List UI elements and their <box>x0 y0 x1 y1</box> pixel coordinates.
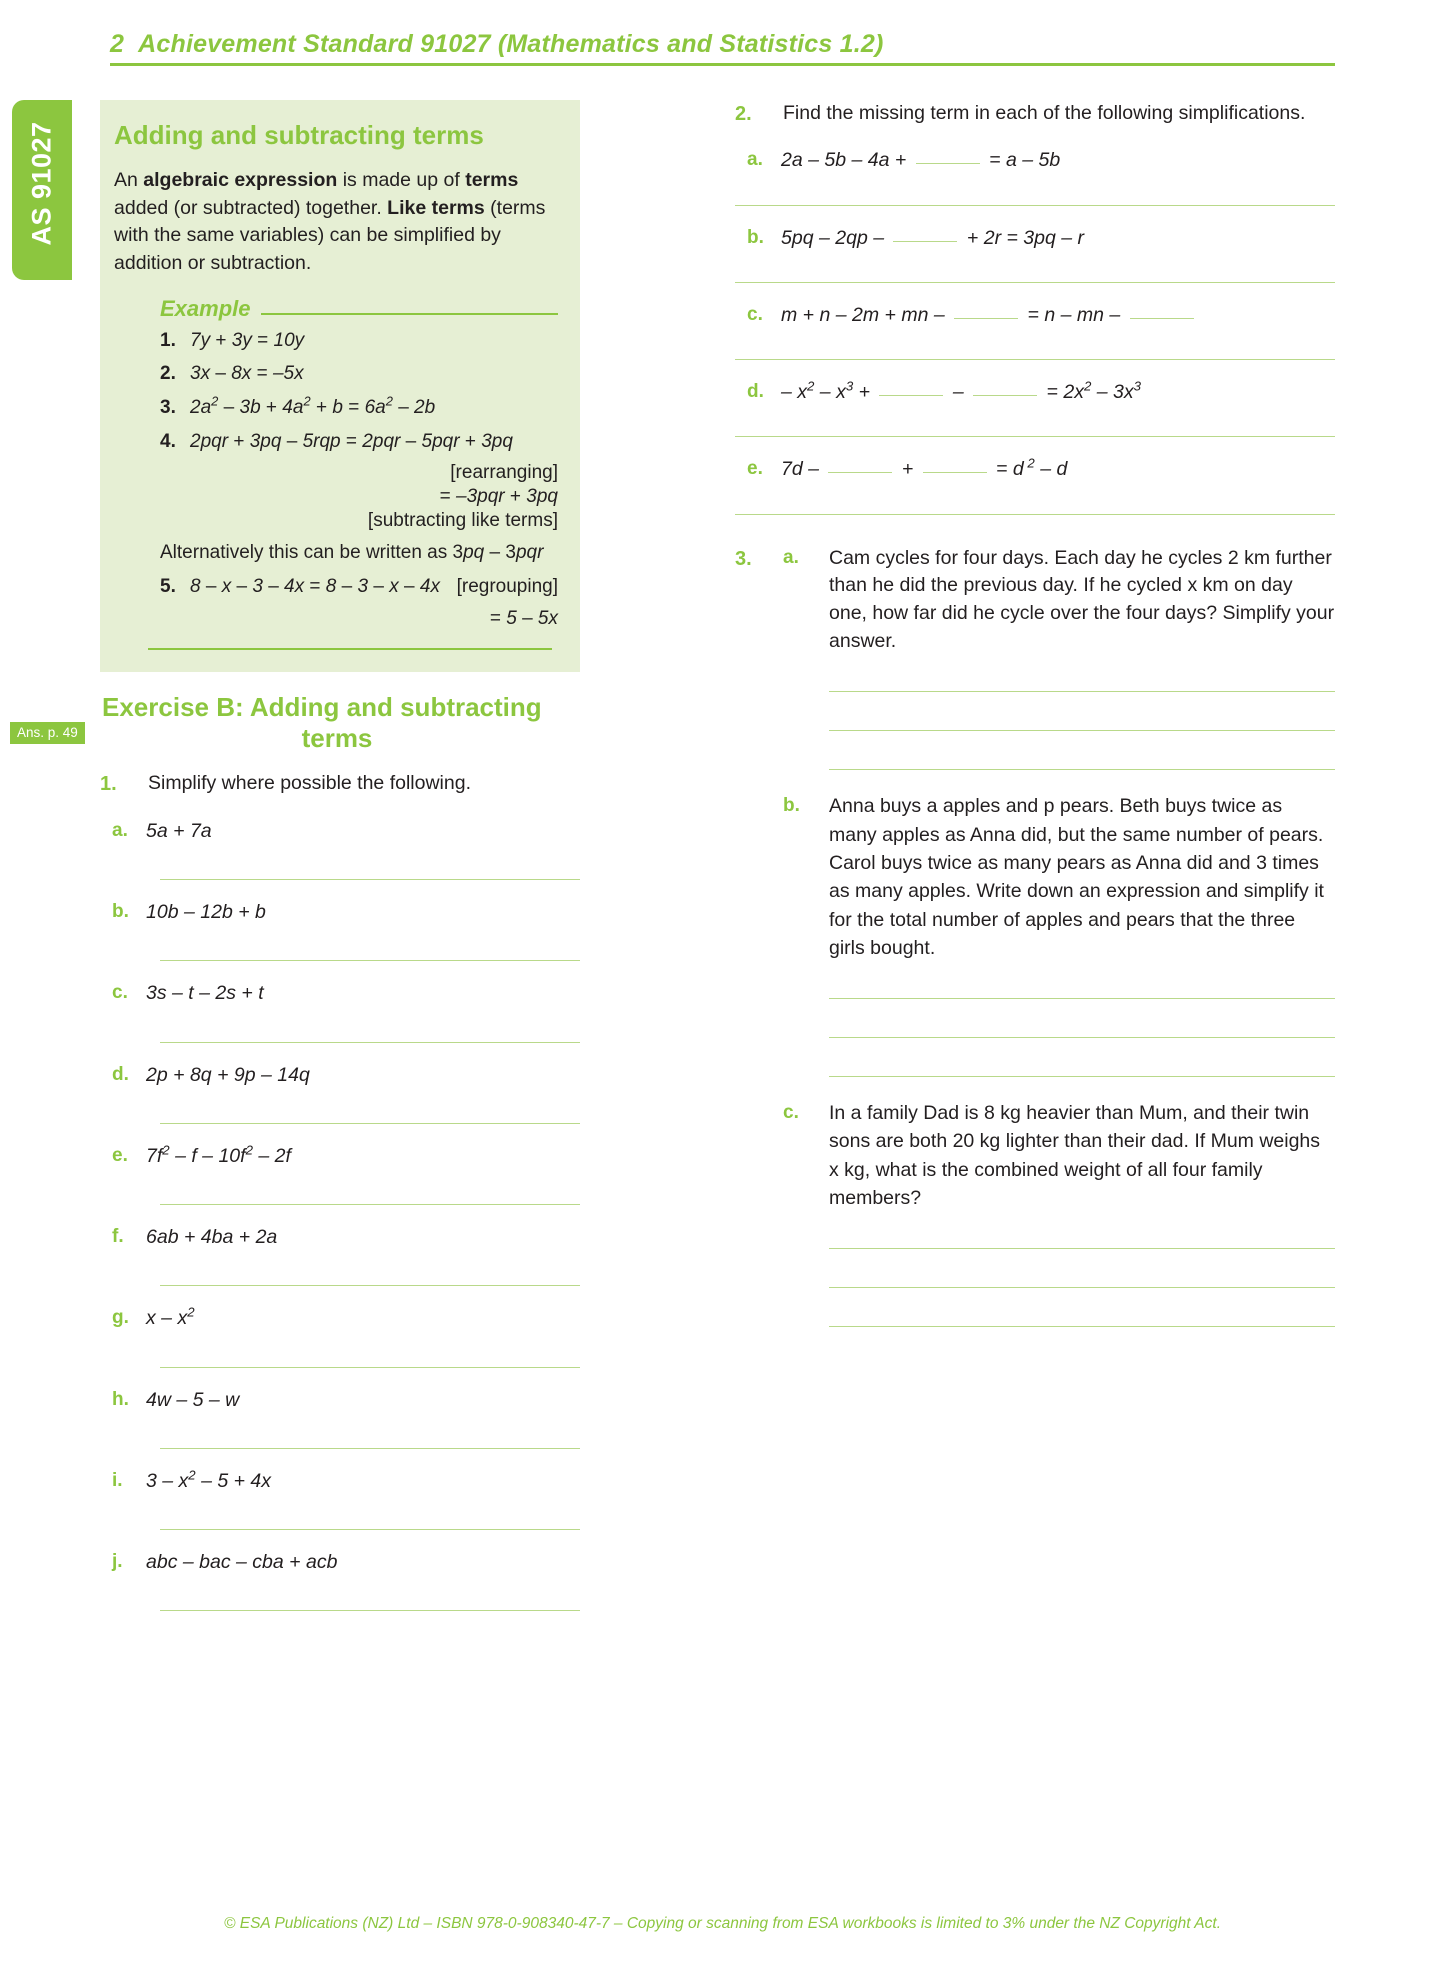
question-1-item-a <box>100 817 580 845</box>
note-rearranging: [rearranging] <box>450 462 558 484</box>
answer-line[interactable] <box>160 879 580 880</box>
note-regrouping: [regrouping] <box>456 576 558 598</box>
blank-field[interactable] <box>954 318 1018 319</box>
question-2-item-d <box>735 378 1335 406</box>
item-expression: x – $x^2$ <box>146 1304 195 1330</box>
example-item-number: 2. <box>160 363 176 385</box>
item-label: c. <box>783 1102 799 1124</box>
item-label: h. <box>112 1388 129 1410</box>
question-1 <box>100 770 580 798</box>
answer-line[interactable] <box>735 205 1335 206</box>
item-expression: – $x^2 - x^3$ + – = $2x^2 - 3x^3$ <box>781 378 1141 404</box>
exercise-heading <box>100 692 580 754</box>
example-item-number: 4. <box>160 430 176 452</box>
example-note-subtracting-row <box>160 510 558 532</box>
item-label: j. <box>112 1551 123 1573</box>
question-1-item-j <box>100 1548 580 1576</box>
blank-field[interactable] <box>973 395 1037 396</box>
answer-line[interactable] <box>160 1529 580 1530</box>
answer-line[interactable] <box>829 769 1335 770</box>
answer-line[interactable] <box>160 1042 580 1043</box>
answer-line[interactable] <box>160 1367 580 1368</box>
item-label: b. <box>747 226 764 248</box>
question-2-item-a <box>735 146 1335 174</box>
question-2-text: Find the missing term in each of the following simplifications. <box>783 102 1306 124</box>
question-1-text: Simplify where possible the following. <box>148 772 471 795</box>
example-heading <box>160 296 558 322</box>
example-step-line: = –3pqr + 3pq <box>439 486 558 508</box>
exercise-heading-line1: Exercise B: Adding and subtracting <box>102 691 542 722</box>
example-item-number: 5. <box>160 576 176 598</box>
standard-side-tab-label: AS 91027 <box>26 121 57 246</box>
answer-line[interactable] <box>735 282 1335 283</box>
question-2-number: 2. <box>735 103 752 125</box>
concept-title: Adding and subtracting terms <box>114 120 484 150</box>
example5-result-row <box>160 608 558 630</box>
answer-line[interactable] <box>735 436 1335 437</box>
question-3 <box>735 545 1335 656</box>
item-expression: 2a – 5b – 4a + = a – 5b <box>781 149 1061 172</box>
example-item-expression: $2a^2 - 3b + 4a^2 + b = 6a^2 - 2b$ <box>190 393 436 419</box>
question-2 <box>735 100 1335 128</box>
alternative-line: Alternatively this can be written as 3pq – 3pqr <box>160 542 544 564</box>
item-expression: 7d – + = d $^2$ – d <box>781 455 1068 481</box>
item-label: d. <box>112 1063 129 1085</box>
note-subtracting-like-terms: [subtracting like terms] <box>367 510 558 532</box>
concept-intro <box>114 167 558 278</box>
page-header-text <box>110 30 1335 59</box>
item-label: d. <box>747 381 764 403</box>
exercise-heading-line2: terms <box>301 723 373 754</box>
question-3-item-a-text: Cam cycles for four days. Each day he cycles 2 km further than he did the previous day. If he cycled x km on day one, how far did he cycle over the four days? Simplify your answer. <box>829 546 1335 652</box>
example-item-number: 3. <box>160 397 176 419</box>
answers-page-badge[interactable]: Ans. p. 49 <box>10 722 85 744</box>
standard-side-tab <box>12 100 72 280</box>
item-expression: abc – bac – cba + acb <box>146 1551 338 1574</box>
answer-line[interactable] <box>160 1204 580 1205</box>
question-1-number: 1. <box>100 773 117 796</box>
item-label: f. <box>112 1226 124 1248</box>
answer-line[interactable] <box>160 1610 580 1611</box>
intro-bold-algebraic-expression: algebraic expression <box>143 169 338 191</box>
question-1-item-i <box>100 1467 580 1495</box>
concept-box <box>100 100 580 672</box>
right-column <box>735 100 1335 1327</box>
example-item <box>160 328 558 354</box>
question-3-number: 3. <box>735 547 752 570</box>
intro-part-4: (terms with the same variables) can be simplified by addition or subtraction. <box>114 196 546 275</box>
question-3-item-b <box>735 792 1335 962</box>
answer-line[interactable] <box>160 960 580 961</box>
blank-field[interactable] <box>879 395 943 396</box>
answer-line[interactable] <box>735 514 1335 515</box>
example-step-row <box>160 486 558 508</box>
item-expression: 4w – 5 – w <box>146 1388 240 1411</box>
answer-line[interactable] <box>160 1123 580 1124</box>
answer-line[interactable] <box>829 730 1335 731</box>
answer-line[interactable] <box>160 1448 580 1449</box>
item-expression: 3s – t – 2s + t <box>146 982 264 1005</box>
item-expression: $3 - x^2 - 5 + 4x$ <box>146 1467 271 1492</box>
question-1-item-d <box>100 1061 580 1089</box>
example5-result: = 5 – 5x <box>489 607 558 629</box>
question-2-item-b <box>735 224 1335 252</box>
item-label: a. <box>783 546 799 568</box>
question-1-item-g <box>100 1304 580 1332</box>
item-expression: m + n – 2m + mn – = n – mn – <box>781 301 1335 329</box>
item-label: i. <box>112 1469 123 1491</box>
item-expression: 6ab + 4ba + 2a <box>146 1226 278 1249</box>
item-label: c. <box>112 982 128 1004</box>
blank-field[interactable] <box>1130 318 1194 319</box>
intro-part-2: is made up of <box>337 169 466 191</box>
answer-line[interactable] <box>160 1285 580 1286</box>
example-item-number: 1. <box>160 329 176 351</box>
question-3-item-c-text: In a family Dad is 8 kg heavier than Mum, and their twin sons are both 20 kg lighter than their dad. If Mum weighs x kg, what is the combined weight of all four family members? <box>829 1102 1321 1209</box>
intro-bold-like-terms: Like terms <box>387 196 485 219</box>
question-1-item-c <box>100 979 580 1007</box>
intro-part-1: An <box>114 169 144 191</box>
example-rule <box>261 313 559 315</box>
page-title: Achievement Standard 91027 (Mathematics and Statistics 1.2) <box>138 30 884 58</box>
item-label: a. <box>112 819 128 841</box>
example-note-rearranging-row <box>160 462 558 484</box>
example-item-expression: 8 – x – 3 – 4x = 8 – 3 – x – 4x [regrouping] <box>190 574 558 600</box>
left-column <box>100 100 580 1611</box>
item-label: b. <box>112 900 129 922</box>
answer-line[interactable] <box>735 359 1335 360</box>
header-rule <box>110 63 1335 66</box>
blank-field[interactable] <box>893 241 957 242</box>
page-header <box>110 30 1335 66</box>
question-1-item-f <box>100 1223 580 1251</box>
answer-line[interactable] <box>829 1326 1335 1327</box>
concept-box-bottom-rule <box>148 648 552 650</box>
intro-part-3: added (or subtracted) together. <box>114 196 388 219</box>
example-item-expression: 7y + 3y = 10y <box>190 329 305 351</box>
example-item <box>160 429 558 455</box>
item-label: b. <box>783 795 800 817</box>
question-1-item-b <box>100 898 580 926</box>
item-expression: $7f^2$ – f – $10f^2 - 2f$ <box>146 1142 291 1167</box>
blank-field[interactable] <box>916 163 980 164</box>
item-label: g. <box>112 1307 129 1329</box>
question-2-item-e <box>735 455 1335 483</box>
example-label: Example <box>160 295 251 321</box>
page-footer: © ESA Publications (NZ) Ltd – ISBN 978-0-908340-47-7 – Copying or scanning from ESA workbooks is limited to 3% under the NZ Copyright Act. <box>224 1915 1221 1932</box>
item-expression: 2p + 8q + 9p – 14q <box>146 1063 310 1086</box>
item-expression: 10b – 12b + b <box>146 900 266 923</box>
blank-field[interactable] <box>828 472 892 473</box>
question-3-item-b-text: Anna buys a apples and p pears. Beth buys twice as many apples as Anna did, but the same number of pears. Carol buys twice as many pears as Anna did and 3 times as many apples. Write down an expression and simplify it for the total number of apples and pears that the three girls bought. <box>829 795 1324 959</box>
answer-line[interactable] <box>829 691 1335 692</box>
question-1-item-e <box>100 1142 580 1170</box>
item-expression: 5pq – 2qp – + 2r = 3pq – r <box>781 226 1085 249</box>
item-label: e. <box>747 458 763 480</box>
blank-field[interactable] <box>923 472 987 473</box>
item-label: c. <box>747 303 763 325</box>
example-item <box>160 574 558 600</box>
example-item-expression: 3x – 8x = –5x <box>190 363 304 385</box>
item-label: e. <box>112 1144 128 1166</box>
answer-line[interactable] <box>829 998 1335 999</box>
example-item <box>160 395 558 421</box>
question-3-item-c <box>735 1099 1335 1212</box>
question-1-item-h <box>100 1386 580 1414</box>
page-number: 2 <box>110 30 125 58</box>
question-2-item-c <box>735 301 1335 329</box>
example-list <box>114 328 558 630</box>
example-item-expression: 2pqr + 3pq – 5rqp = 2pqr – 5pqr + 3pq <box>190 430 513 452</box>
answer-line[interactable] <box>829 1037 1335 1038</box>
answer-line[interactable] <box>829 1287 1335 1288</box>
answer-line[interactable] <box>829 1076 1335 1077</box>
item-expression: 5a + 7a <box>146 819 212 842</box>
intro-bold-terms: terms <box>465 169 519 191</box>
example-item <box>160 361 558 387</box>
item-label: a. <box>747 149 763 171</box>
answer-line[interactable] <box>829 1248 1335 1249</box>
